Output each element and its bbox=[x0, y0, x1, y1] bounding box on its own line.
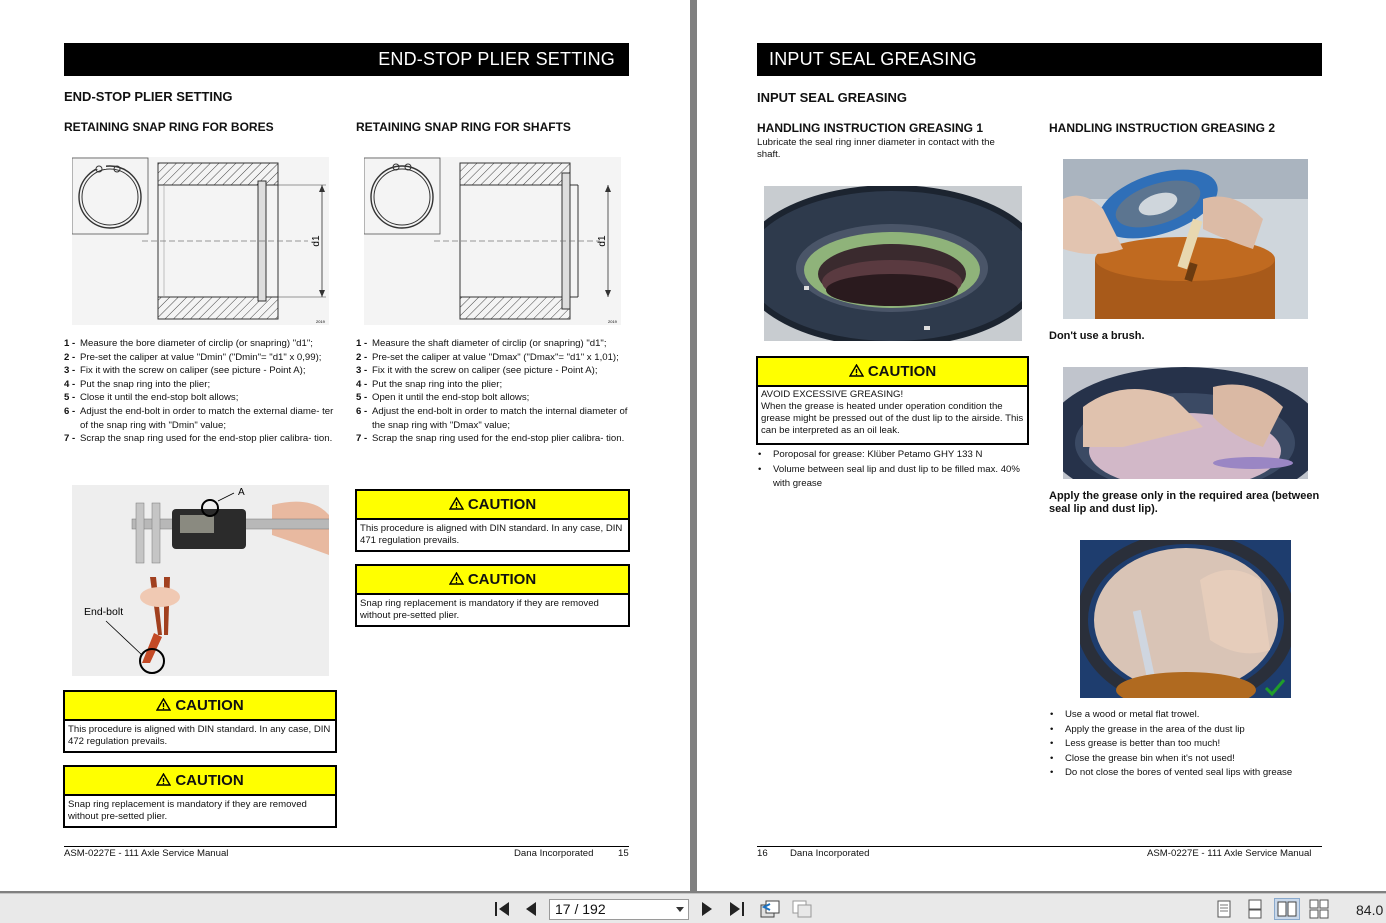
warning-icon bbox=[849, 364, 864, 377]
section-title: END-STOP PLIER SETTING bbox=[64, 89, 233, 104]
previous-page-icon bbox=[521, 900, 541, 918]
d1-label: d1 bbox=[311, 235, 322, 247]
footer-company: Dana Incorporated bbox=[790, 848, 870, 859]
figure-year: 2019 bbox=[316, 319, 325, 324]
caliper-plier-photo bbox=[72, 485, 329, 676]
step-item bbox=[64, 364, 340, 378]
section-title: INPUT SEAL GREASING bbox=[757, 90, 908, 105]
step-text: Adjust the end-bolt in order to match the external diame- ter of the snap ring with "Dmin" value; bbox=[80, 405, 334, 431]
caution-text: Snap ring replacement is mandatory if they are removed without pre-setted plier. bbox=[68, 799, 307, 822]
step-item bbox=[64, 337, 340, 351]
go-forward-button[interactable] bbox=[789, 898, 815, 920]
step-number: 2 - bbox=[64, 351, 76, 363]
step-item bbox=[356, 405, 630, 432]
left-page bbox=[0, 0, 690, 891]
step-number: 5 - bbox=[64, 392, 76, 404]
step-item bbox=[356, 432, 630, 446]
bores-steps-list bbox=[64, 337, 340, 446]
page-banner: END-STOP PLIER SETTING bbox=[64, 43, 629, 76]
step-item bbox=[64, 391, 340, 405]
first-page-button[interactable] bbox=[489, 898, 515, 920]
step-text: Open it until the end-stop bolt allows; bbox=[372, 392, 530, 404]
footer-page-number: 15 bbox=[618, 848, 629, 859]
warning-icon bbox=[156, 698, 171, 711]
step-item bbox=[64, 351, 340, 365]
shafts-heading: RETAINING SNAP RING FOR SHAFTS bbox=[356, 120, 571, 134]
greasing-1-bullets bbox=[757, 448, 1029, 492]
footer-page-number: 16 bbox=[757, 848, 768, 859]
end-bolt-label: End-bolt bbox=[84, 606, 124, 618]
caution-subtitle: AVOID EXCESSIVE GREASING! bbox=[761, 389, 904, 400]
viewer-toolbar bbox=[0, 893, 1386, 923]
point-a-label: A bbox=[238, 487, 245, 498]
figure-year: 2019 bbox=[608, 319, 617, 324]
caution-box-din472 bbox=[63, 690, 337, 753]
step-item bbox=[64, 405, 340, 432]
caution-box-snap-ring-shafts bbox=[355, 564, 630, 627]
go-back-icon bbox=[759, 899, 781, 919]
step-text: Fix it with the screw on caliper (see picture - Point A); bbox=[372, 365, 598, 377]
caution-text: This procedure is aligned with DIN standard. In any case, DIN 471 regulation prevails. bbox=[360, 523, 623, 546]
bullet-item: • Less grease is better than too much! bbox=[1049, 737, 1324, 752]
bullet-item: • Do not close the bores of vented seal lips with grease bbox=[1049, 766, 1324, 781]
greasing-2-heading: HANDLING INSTRUCTION GREASING 2 bbox=[1049, 121, 1276, 135]
two-page-view-button[interactable] bbox=[1274, 898, 1300, 920]
page-indicator-text: 17 / 192 bbox=[555, 901, 606, 917]
go-forward-icon bbox=[791, 899, 813, 919]
step-text: Pre-set the caliper at value "Dmax" ("Dmax"= "d1" x 1,01); bbox=[372, 351, 619, 363]
greasing-2-bullets bbox=[1049, 708, 1324, 781]
warning-icon bbox=[156, 773, 171, 786]
step-item bbox=[64, 432, 340, 446]
chevron-down-icon[interactable] bbox=[676, 907, 684, 912]
right-page bbox=[697, 0, 1386, 891]
step-item bbox=[356, 378, 630, 392]
step-item bbox=[356, 337, 630, 351]
step-item bbox=[356, 364, 630, 378]
step-text: Adjust the end-bolt in order to match the internal diameter of the snap ring with "Dmax" value; bbox=[372, 405, 628, 431]
continuous-view-button[interactable] bbox=[1242, 898, 1268, 920]
footer-divider bbox=[757, 846, 1322, 847]
step-number: 1 - bbox=[64, 338, 76, 349]
step-number: 3 - bbox=[356, 365, 368, 377]
step-number: 4 - bbox=[356, 378, 368, 390]
step-number: 6 - bbox=[64, 405, 76, 417]
step-number: 7 - bbox=[64, 433, 76, 445]
step-number: 2 - bbox=[356, 351, 368, 363]
two-page-view-icon bbox=[1276, 899, 1298, 919]
bullet-item: • Volume between seal lip and dust lip to be filled max. 40% with grease bbox=[757, 463, 1029, 492]
single-page-view-icon bbox=[1215, 899, 1233, 919]
previous-page-button[interactable] bbox=[518, 898, 544, 920]
caution-header: CAUTION bbox=[65, 692, 335, 721]
step-number: 3 - bbox=[64, 365, 76, 377]
caution-box-snap-ring-bores bbox=[63, 765, 337, 828]
caution-box-din471 bbox=[355, 489, 630, 552]
step-text: Put the snap ring into the plier; bbox=[80, 378, 211, 390]
footer-doc-title: ASM-0227E - 111 Axle Service Manual bbox=[1147, 848, 1312, 859]
continuous-view-icon bbox=[1246, 899, 1264, 919]
step-item bbox=[356, 391, 630, 405]
caution-box-excessive-greasing bbox=[756, 356, 1029, 445]
zoom-level[interactable]: 84.0 bbox=[1356, 902, 1384, 918]
step-text: Fix it with the screw on caliper (see picture - Point A); bbox=[80, 365, 306, 377]
shafts-snap-ring-drawing bbox=[364, 157, 621, 325]
caution-header: CAUTION bbox=[357, 566, 628, 595]
caution-header: CAUTION bbox=[65, 767, 335, 796]
step-text: Pre-set the caliper at value "Dmin" ("Dmin"= "d1" x 0,99); bbox=[80, 351, 322, 363]
footer-divider bbox=[64, 846, 629, 847]
bullet-item: • Apply the grease in the area of the dust lip bbox=[1049, 723, 1324, 738]
next-page-icon bbox=[697, 900, 717, 918]
step-number: 6 - bbox=[356, 405, 368, 417]
page-banner: INPUT SEAL GREASING bbox=[757, 43, 1322, 76]
caption-apply-grease: Apply the grease only in the required area (between seal lip and dust lip). bbox=[1049, 490, 1320, 515]
step-number: 4 - bbox=[64, 378, 76, 390]
bullet-item: • Close the grease bin when it's not used! bbox=[1049, 752, 1324, 767]
warning-icon bbox=[449, 572, 464, 585]
shafts-steps-list bbox=[356, 337, 630, 446]
footer-company: Dana Incorporated bbox=[514, 848, 594, 859]
step-text: Scrap the snap ring used for the end-stop plier calibra- tion. bbox=[80, 433, 333, 445]
trowel-greasing-photo bbox=[1080, 540, 1291, 698]
caution-text: Snap ring replacement is mandatory if they are removed without pre-setted plier. bbox=[360, 598, 599, 621]
step-text: Scrap the snap ring used for the end-stop plier calibra- tion. bbox=[372, 433, 625, 445]
step-number: 5 - bbox=[356, 392, 368, 404]
bores-snap-ring-drawing bbox=[72, 157, 329, 325]
last-page-icon bbox=[727, 900, 747, 918]
step-number: 7 - bbox=[356, 433, 368, 445]
warning-icon bbox=[449, 497, 464, 510]
step-text: Close it until the end-stop bolt allows; bbox=[80, 392, 239, 404]
greasing-1-intro: Lubricate the seal ring inner diameter in contact with the shaft. bbox=[757, 137, 995, 160]
d1-label: d1 bbox=[597, 235, 608, 247]
last-page-button[interactable] bbox=[724, 898, 750, 920]
caution-header: CAUTION bbox=[357, 491, 628, 520]
two-page-continuous-icon bbox=[1308, 899, 1330, 919]
greasing-1-heading: HANDLING INSTRUCTION GREASING 1 bbox=[757, 121, 984, 135]
caution-header: CAUTION bbox=[758, 358, 1027, 387]
footer-doc-title: ASM-0227E - 111 Axle Service Manual bbox=[64, 848, 229, 859]
caution-text: This procedure is aligned with DIN standard. In any case, DIN 472 regulation prevails. bbox=[68, 724, 331, 747]
step-text: Measure the bore diameter of circlip (or snapring) "d1"; bbox=[80, 338, 313, 349]
first-page-icon bbox=[492, 900, 512, 918]
caution-text: When the grease is heated under operation condition the grease might be pressed out of the dust lip to the airside. This can be interpreted as an oil leak. bbox=[761, 401, 1024, 436]
page-number-input[interactable] bbox=[549, 899, 689, 920]
caption-no-brush: Don't use a brush. bbox=[1049, 330, 1145, 342]
step-item bbox=[356, 351, 630, 365]
finger-greasing-photo bbox=[1063, 367, 1308, 479]
step-text: Measure the shaft diameter of circlip (or snapring) "d1"; bbox=[372, 338, 607, 349]
step-number: 1 - bbox=[356, 338, 368, 349]
bores-heading: RETAINING SNAP RING FOR BORES bbox=[64, 120, 274, 134]
next-page-button[interactable] bbox=[694, 898, 720, 920]
bullet-item: • Poroposal for grease: Klüber Petamo GHY 133 N bbox=[757, 448, 1029, 463]
seal-ring-photo bbox=[764, 186, 1022, 341]
step-item bbox=[64, 378, 340, 392]
brush-greasing-photo bbox=[1063, 159, 1308, 319]
step-text: Put the snap ring into the plier; bbox=[372, 378, 503, 390]
two-page-continuous-button[interactable] bbox=[1306, 898, 1332, 920]
bullet-item: • Use a wood or metal flat trowel. bbox=[1049, 708, 1324, 723]
go-back-button[interactable] bbox=[757, 898, 783, 920]
single-page-view-button[interactable] bbox=[1211, 898, 1237, 920]
